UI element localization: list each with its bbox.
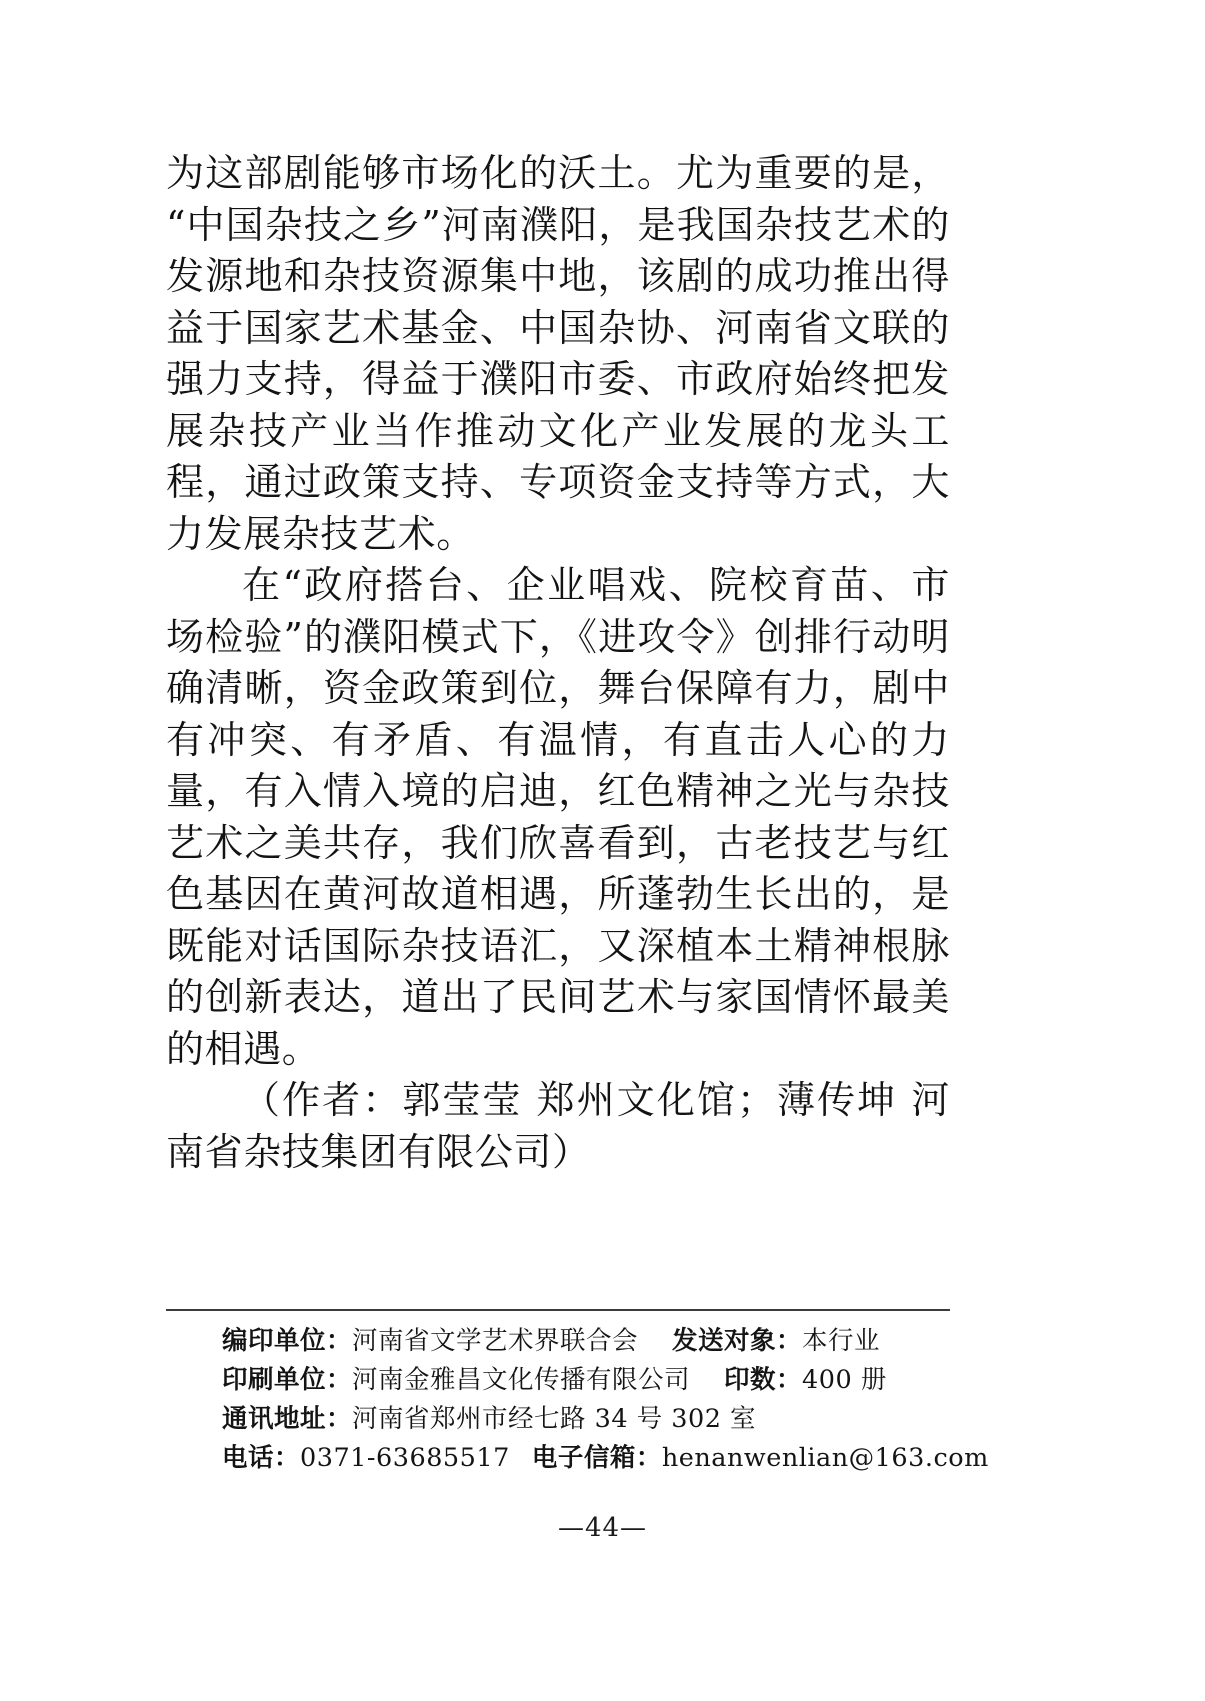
footer-divider-rule [166,1309,950,1311]
printer-value: 河南金雅昌文化传播有限公司 [352,1365,691,1395]
paragraph-continuation: 为这部剧能够市场化的沃土。尤为重要的是，“中国杂技之乡”河南濮阳，是我国杂技艺术的发源地和杂技资源集中地，该剧的成功推出得益于国家艺术基金、中国杂协、河南省文联的强力支持，得益于濮阳市委、市政府始终把发展杂技产业当作推动文化产业发展的龙头工程，通过政策支持、专项资金支持等方式，大力发展杂技艺术。 [166,151,950,556]
email-label: 电子信箱： [531,1443,662,1473]
print-run-value: 400 册 [802,1365,887,1395]
imprint-block [222,1322,989,1478]
body-text-column [166,148,950,1178]
imprint-line-publisher [222,1322,962,1361]
paragraph-puyang-model: 在“政府搭台、企业唱戏、院校育苗、市场检验”的濮阳模式下，《进攻令》创排行动明确清晰，资金政策到位，舞台保障有力，剧中有冲突、有矛盾、有温情，有直击人心的力量，有入情入境的启迪，红色精神之光与杂技艺术之美共存，我们欣喜看到，古老技艺与红色基因在黄河故道相遇，所蓬勃生长出的，是既能对话国际杂技语汇，又深植本土精神根脉的创新表达，道出了民间艺术与家国情怀最美的相遇。 [166,563,950,1071]
address-value: 河南省郑州市经七路 34 号 302 室 [352,1404,757,1434]
publisher-value: 河南省文学艺术界联合会 [352,1326,639,1356]
address-label: 通讯地址： [222,1404,353,1434]
imprint-line-printer [222,1361,962,1400]
email-value: henanwenlian@163.com [661,1443,989,1473]
imprint-line-contact [222,1439,989,1478]
paragraph-author-attribution: （作者：郭莹莹 郑州文化馆；薄传坤 河南省杂技集团有限公司） [166,1078,950,1174]
imprint-line-address [222,1400,962,1439]
page-number: —44— [557,1513,648,1543]
audience-value: 本行业 [802,1326,881,1356]
printer-label: 印刷单位： [222,1365,353,1395]
print-run-label: 印数： [724,1365,803,1395]
audience-label: 发送对象： [672,1326,803,1356]
publisher-label: 编印单位： [222,1326,353,1356]
phone-label: 电话： [222,1443,301,1473]
phone-value: 0371-63685517 [300,1443,510,1473]
